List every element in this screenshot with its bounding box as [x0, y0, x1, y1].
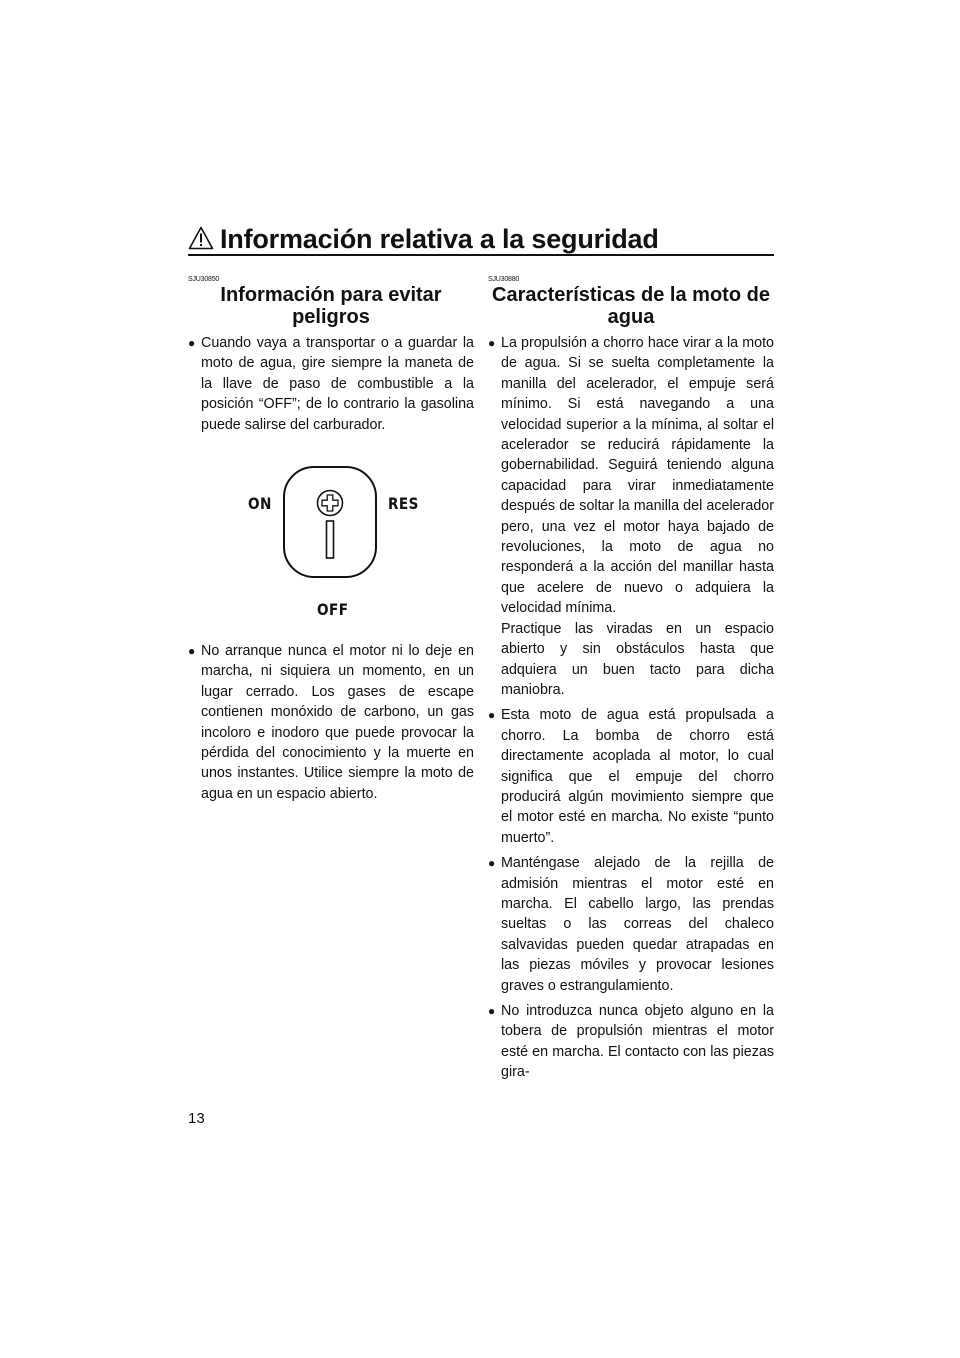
bullet-icon: ●: [488, 856, 496, 871]
list-item: [488, 853, 774, 996]
section-title-line1: Características de la moto de: [492, 284, 770, 306]
section-title-line1: Información para evitar: [220, 284, 442, 306]
section-title-line2: peligros: [292, 306, 370, 328]
bullet-icon: ●: [488, 708, 496, 723]
bullet-list: [188, 333, 474, 435]
list-item-text: Esta moto de agua está propulsada a chorro. La bomba de chorro está directamente acoplada al motor, lo cual significa que el empuje del chorro producirá algún movimiento siempre que el motor esté en marcha. No existe “punto muerto”.: [501, 707, 774, 846]
list-item: [188, 641, 474, 804]
section-title-line2: agua: [607, 306, 655, 328]
label-on: ON: [248, 494, 272, 514]
fuel-cock-diagram: [188, 457, 474, 627]
section-title: [488, 284, 774, 328]
bullet-list: [488, 333, 774, 1083]
label-off: OFF: [317, 600, 349, 620]
right-column: [488, 275, 774, 1088]
list-item: [188, 333, 474, 435]
list-item-text: La propulsión a chorro hace virar a la moto de agua. Si se suelta completamente la manilla del acelerador, el empuje será mínimo. Si está navegando a una velocidad superior a la mínima, al soltar el acelerador se reducirá rápidamente la gobernabilidad. Seguirá teniendo alguna capacidad para virar inmediatamente después de soltar la manilla del acelerador pero, una vez el motor haya bajado de revoluciones, la moto de agua no responderá a la acción del manillar hasta que acelere de nuevo o adquiera la velocidad mínima.: [501, 335, 774, 617]
bullet-icon: ●: [488, 336, 496, 350]
bullet-icon: ●: [488, 1004, 496, 1018]
list-item: [488, 333, 774, 700]
page-number: 13: [188, 1110, 205, 1127]
page-header-title: Información relativa a la seguridad: [220, 224, 659, 254]
list-item-text: Cuando vaya a transportar o a guardar la moto de agua, gire siempre la maneta de la llave de paso de combustible a la posición “OFF”; de lo contrario la gasolina puede salirse del carburador.: [201, 335, 474, 433]
list-item: [488, 1001, 774, 1083]
bullet-list: [188, 641, 474, 804]
left-column: [188, 275, 474, 809]
warning-triangle-icon: [188, 226, 214, 250]
page-header: [188, 222, 774, 256]
section-code: SJU30880: [488, 276, 520, 283]
list-item-text: No introduzca nunca objeto alguno en la tobera de propulsión mientras el motor esté en marcha. El contacto con las piezas gira-: [501, 1003, 774, 1081]
label-res: RES: [388, 494, 419, 514]
list-item: [488, 705, 774, 848]
section-code: SJU30850: [188, 276, 220, 283]
bullet-icon: ●: [188, 644, 196, 659]
header-rule: [188, 254, 774, 256]
bullet-icon: ●: [188, 336, 196, 350]
section-title: [188, 284, 474, 328]
list-item-extra-text: Practique las viradas en un espacio abierto y sin obstáculos hasta que adquiera un buen tacto para dicha maniobra.: [501, 620, 774, 698]
list-item-text: Manténgase alejado de la rejilla de admisión mientras el motor esté en marcha. El cabello largo, las prendas sueltas o las correas del chaleco salvavidas pueden quedar atrapadas en las piezas móviles y provocar lesiones graves o estrangulamiento.: [501, 855, 774, 994]
list-item-text: No arranque nunca el motor ni lo deje en marcha, ni siquiera un momento, en un lugar cerrado. Los gases de escape contienen monóxido de carbono, un gas incoloro e inodoro que puede provocar la pérdida del conocimiento y la muerte en unos instantes. Utilice siempre la moto de agua en un espacio abierto.: [201, 643, 474, 802]
